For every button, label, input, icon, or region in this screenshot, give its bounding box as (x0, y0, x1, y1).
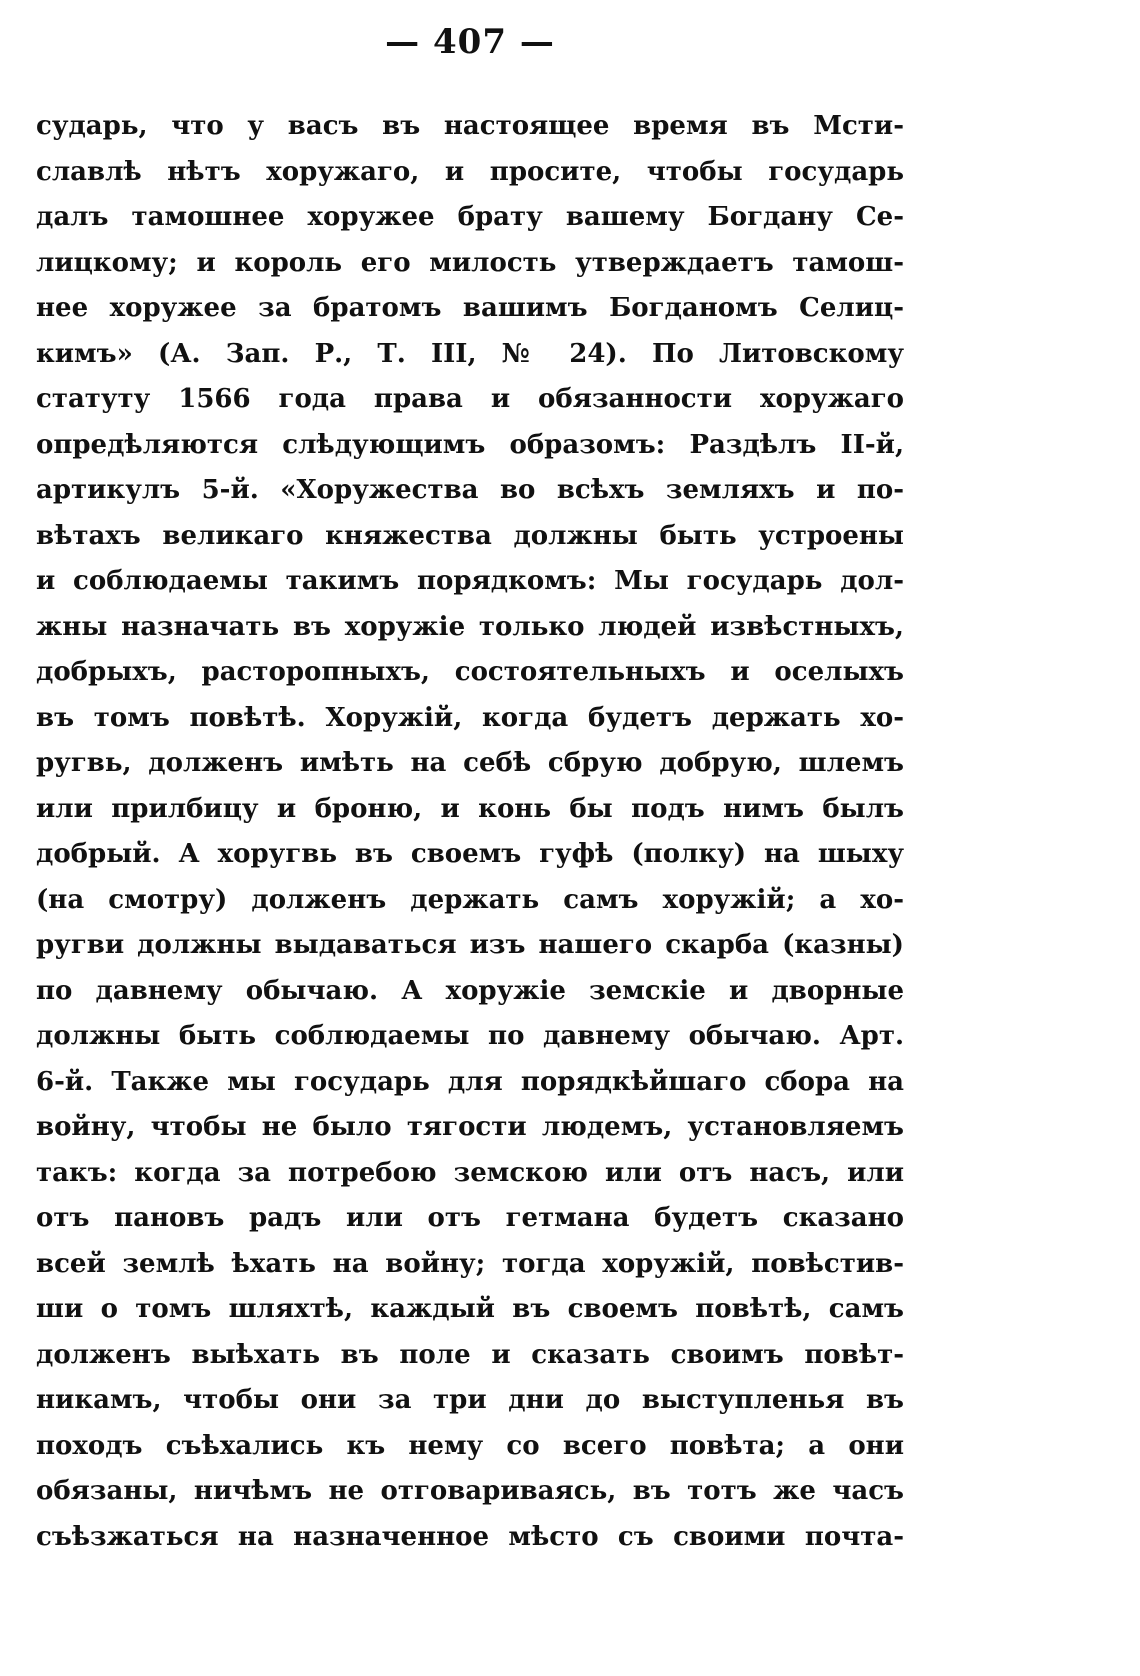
text-line: никамъ, чтобы они за три дни до выступленья въ (36, 1385, 904, 1415)
text-line: войну, чтобы не было тягости людемъ, установляемъ (36, 1112, 904, 1142)
text-line: вѣтахъ великаго княжества должны быть устроены (36, 520, 904, 551)
text-line: (на смотру) долженъ держать самъ хоружій; а хо- (36, 884, 904, 915)
text-line: отъ пановъ радъ или отъ гетмана будетъ сказано (36, 1203, 904, 1233)
text-line: артикулъ 5-й. «Хоружества во всѣхъ земляхъ и по- (36, 475, 904, 505)
text-line: по давнему обычаю. А хоружіе земскіе и дворные (36, 975, 904, 1006)
text-line: ши о томъ шляхтѣ, каждый въ своемъ повѣтѣ, самъ (36, 1294, 904, 1324)
text-line: славлѣ нѣтъ хоружаго, и просите, чтобы государь (36, 156, 904, 187)
text-line: сударь, что у васъ въ настоящее время въ Мсти- (36, 111, 904, 141)
text-line: и соблюдаемы такимъ порядкомъ: Мы государь дол- (36, 566, 904, 596)
text-line: съѣзжаться на назначенное мѣсто съ своими почта- (36, 1521, 904, 1552)
text-line: долженъ выѣхать въ поле и сказать своимъ повѣт- (36, 1339, 904, 1370)
text-line: ругвь, долженъ имѣть на себѣ сбрую добрую, шлемъ (36, 748, 904, 778)
page-number: — 407 — (385, 22, 555, 62)
text-line: нее хоружее за братомъ вашимъ Богданомъ Селиц- (36, 293, 904, 323)
text-line: статуту 1566 года права и обязанности хоружаго (36, 384, 904, 414)
text-line: добрыхъ, расторопныхъ, состоятельныхъ и оселыхъ (36, 657, 904, 687)
text-line: походъ съѣхались къ нему со всего повѣта; а они (36, 1430, 904, 1461)
text-line: 6-й. Также мы государь для порядкѣйшаго сбора на (36, 1066, 904, 1097)
text-line: обязаны, ничѣмъ не отговариваясь, въ тотъ же часъ (36, 1476, 904, 1506)
text-line: или прилбицу и броню, и конь бы подъ нимъ былъ (36, 793, 904, 824)
text-line: въ томъ повѣтѣ. Хоружій, когда будетъ держать хо- (36, 702, 904, 733)
text-line: такъ: когда за потребою земскою или отъ насъ, или (36, 1157, 904, 1188)
text-line: должны быть соблюдаемы по давнему обычаю. Арт. (36, 1021, 904, 1051)
text-line: добрый. А хоругвь въ своемъ гуфѣ (полку) на шыху (36, 839, 904, 869)
text-line: далъ тамошнее хоружее брату вашему Богдану Се- (36, 202, 904, 232)
text-line: жны назначать въ хоружіе только людей извѣстныхъ, (36, 611, 904, 642)
text-line: кимъ» (А. Зап. Р., Т. III, № 24). По Литовскому (36, 338, 904, 369)
body-text (36, 104, 904, 1560)
text-line: опредѣляются слѣдующимъ образомъ: Раздѣлъ II-й, (36, 429, 904, 460)
text-line: лицкому; и король его милость утверждаетъ тамош- (36, 247, 904, 278)
text-line: ругви должны выдаваться изъ нашего скарба (казны) (36, 930, 904, 960)
text-line: всей землѣ ѣхать на войну; тогда хоружій, повѣстив- (36, 1248, 904, 1279)
